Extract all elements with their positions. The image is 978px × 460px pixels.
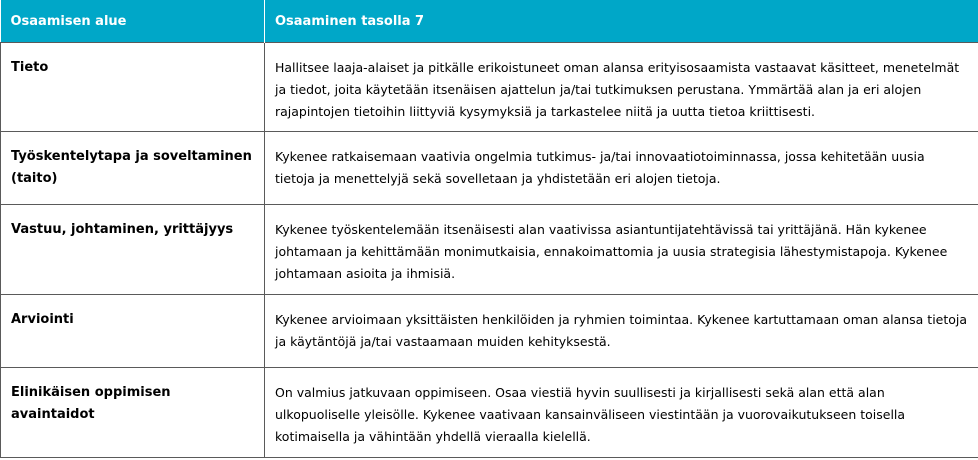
area-cell: Elinikäisen oppimisen avaintaidot	[1, 368, 265, 458]
area-cell: Vastuu, johtaminen, yrittäjyys	[1, 205, 265, 295]
table-row	[1, 205, 978, 295]
table-row	[1, 132, 978, 205]
area-cell: Arviointi	[1, 295, 265, 368]
description-cell: Kykenee ratkaisemaan vaativia ongelmia tutkimus- ja/tai innovaatiotoiminnassa, jossa kehitetään uusia tietoja ja menettelyjä sekä sovelletaan ja yhdistetään eri alojen tietoja.	[265, 132, 978, 205]
description-cell: Hallitsee laaja-alaiset ja pitkälle erikoistuneet oman alansa erityisosaamista vastaavat käsitteet, menetelmät ja tiedot, joita käytetään itsenäisen ajattelun ja/tai tutkimuksen perustana. Ymmärtää alan ja eri alojen rajapintojen tietoihin liittyviä kysymyksiä ja tarkastelee niitä ja uutta tietoa kriittisesti.	[265, 43, 978, 132]
column-header-area: Osaamisen alue	[1, 0, 265, 43]
description-cell: On valmius jatkuvaan oppimiseen. Osaa viestiä hyvin suullisesti ja kirjallisesti sekä alan että alan ulkopuoliselle yleisölle. Kykenee vaativaan kansainväliseen viestintään ja vuorovaikutukseen toisella kotimaisella ja vähintään yhdellä vieraalla kielellä.	[265, 368, 978, 458]
table-row	[1, 295, 978, 368]
table-row	[1, 43, 978, 132]
area-cell: Tieto	[1, 43, 265, 132]
area-cell: Työskentelytapa ja soveltaminen (taito)	[1, 132, 265, 205]
table-row	[1, 368, 978, 458]
description-cell: Kykenee työskentelemään itsenäisesti alan vaativissa asiantuntijatehtävissä tai yrittäjänä. Hän kykenee johtamaan ja kehittämään monimutkaisia, ennakoimattomia ja uusia strategisia lähestymistapoja. Kykenee johtamaan asioita ja ihmisiä.	[265, 205, 978, 295]
table-header-row	[1, 0, 978, 43]
description-cell: Kykenee arvioimaan yksittäisten henkilöiden ja ryhmien toimintaa. Kykenee kartuttamaan oman alansa tietoja ja käytäntöjä ja/tai vastaamaan muiden kehityksestä.	[265, 295, 978, 368]
column-header-level: Osaaminen tasolla 7	[265, 0, 978, 43]
